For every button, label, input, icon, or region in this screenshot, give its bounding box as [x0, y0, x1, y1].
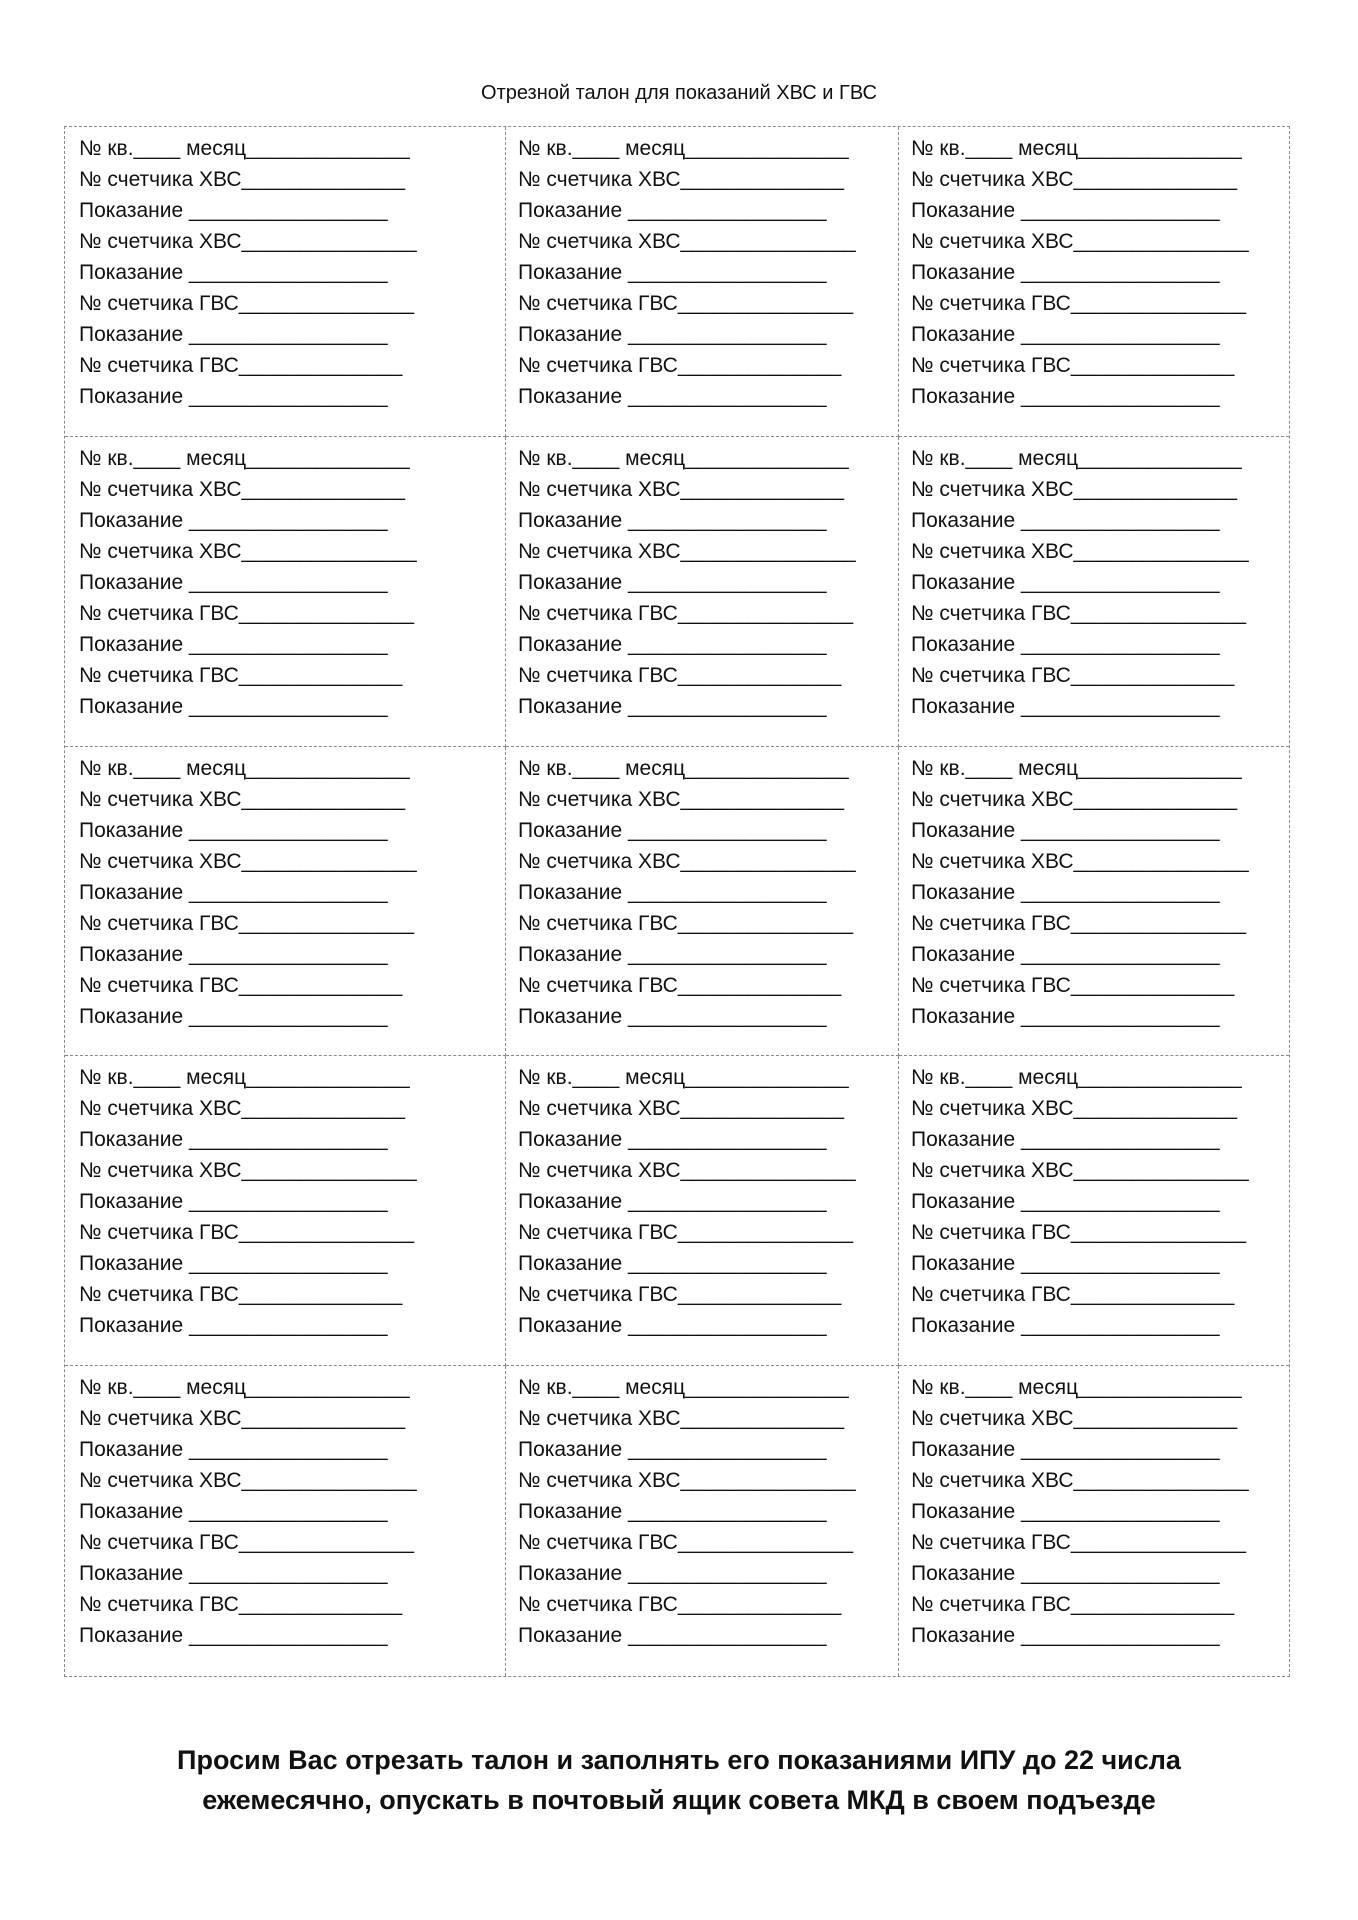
coupon-line: № счетчика ХВС_______________ [79, 1159, 417, 1183]
coupon-line: Показание _________________ [518, 694, 827, 718]
coupon-line: Показание _________________ [518, 508, 827, 532]
coupon [899, 127, 1289, 437]
coupon-line: № счетчика ГВС_______________ [518, 292, 854, 315]
coupon-line: № счетчика ХВС_______________ [79, 849, 417, 873]
coupon-line: № счетчика ХВС_______________ [911, 849, 1249, 873]
coupon-line: № счетчика ГВС______________ [911, 973, 1235, 997]
coupon-line: № кв.____ месяц______________ [79, 756, 410, 780]
coupon-line: № кв.____ месяц______________ [518, 756, 849, 780]
coupon-line: Показание _________________ [79, 1004, 388, 1028]
coupon-line: Показание _________________ [79, 1500, 388, 1524]
coupon-line: № кв.____ месяц______________ [911, 1376, 1242, 1400]
coupon-line: Показание _________________ [518, 323, 827, 346]
coupon-line: Показание _________________ [911, 880, 1220, 904]
coupon-line: № счетчика ГВС______________ [518, 973, 842, 997]
coupon-line: Показание _________________ [79, 1438, 388, 1462]
coupon-line: № кв.____ месяц______________ [518, 1376, 849, 1400]
coupon-line: № счетчика ГВС_______________ [911, 911, 1247, 935]
coupon-line: № счетчика ХВС_______________ [518, 539, 856, 563]
coupon-line: № счетчика ХВС______________ [518, 787, 844, 811]
coupon-line: № кв.____ месяц______________ [79, 446, 410, 470]
coupon-line: Показание _________________ [79, 570, 388, 594]
coupon-line: Показание _________________ [518, 1190, 827, 1214]
coupon-line: № кв.____ месяц______________ [518, 1066, 849, 1090]
coupon-line: № счетчика ГВС_______________ [911, 601, 1247, 625]
footer-line-2: ежемесячно, опускать в почтовый ящик совета МКД в своем подъезде [202, 1785, 1156, 1815]
coupon-line: № кв.____ месяц______________ [79, 137, 410, 160]
coupon-line: № счетчика ГВС______________ [911, 1593, 1235, 1617]
coupon [506, 127, 899, 437]
coupon-line: № кв.____ месяц______________ [911, 1066, 1242, 1090]
coupon-line: № счетчика ГВС______________ [518, 354, 842, 377]
coupon-line: Показание _________________ [79, 942, 388, 966]
coupon-line: Показание _________________ [911, 1252, 1220, 1276]
coupon [506, 747, 899, 1057]
coupon-line: № счетчика ГВС______________ [911, 1283, 1235, 1307]
coupon [899, 1366, 1289, 1676]
page-title: Отрезной талон для показаний ХВС и ГВС [481, 82, 877, 104]
coupon-line: Показание _________________ [79, 1624, 388, 1648]
coupon-line: Показание _________________ [911, 818, 1220, 842]
coupon-line: № счетчика ХВС_______________ [518, 1159, 856, 1183]
coupon-line: № счетчика ХВС______________ [518, 168, 844, 191]
coupon-line: № счетчика ХВС_______________ [911, 1159, 1249, 1183]
coupon-line: № кв.____ месяц______________ [518, 137, 849, 160]
coupon-line: Показание _________________ [911, 1438, 1220, 1462]
coupon-line: № кв.____ месяц______________ [911, 756, 1242, 780]
coupon-line: Показание _________________ [911, 1624, 1220, 1648]
coupon-line: № счетчика ХВС_______________ [518, 230, 856, 253]
coupon-line: Показание _________________ [79, 508, 388, 532]
footer-instructions [0, 1740, 1358, 1820]
coupon-line: № счетчика ХВС_______________ [518, 1469, 856, 1493]
coupon-line: № счетчика ХВС_______________ [911, 539, 1249, 563]
coupon-line: № счетчика ХВС______________ [911, 787, 1237, 811]
coupon-line: № счетчика ГВС_______________ [79, 1531, 415, 1555]
coupon-line: Показание _________________ [911, 1190, 1220, 1214]
coupon-line: № счетчика ХВС_______________ [911, 230, 1249, 253]
coupon [65, 1056, 506, 1366]
coupon-line: № счетчика ХВС______________ [911, 168, 1237, 191]
coupon-line: № счетчика ХВС_______________ [79, 1469, 417, 1493]
coupon [65, 1366, 506, 1676]
coupon-line: № счетчика ГВС_______________ [79, 911, 415, 935]
coupon [506, 1056, 899, 1366]
coupon-line: Показание _________________ [911, 1128, 1220, 1152]
coupon-line: № счетчика ХВС______________ [79, 477, 405, 501]
coupon-line: № счетчика ХВС_______________ [79, 539, 417, 563]
coupon-line: Показание _________________ [79, 261, 388, 284]
coupon-line: Показание _________________ [911, 1562, 1220, 1586]
coupon-line: Показание _________________ [518, 1004, 827, 1028]
footer-line-1: Просим Вас отрезать талон и заполнять его показаниями ИПУ до 22 числа [177, 1745, 1181, 1775]
coupon-line: № кв.____ месяц______________ [79, 1376, 410, 1400]
coupon-line: № кв.____ месяц______________ [911, 446, 1242, 470]
coupon-line: № счетчика ГВС_______________ [518, 601, 854, 625]
coupon-line: № счетчика ХВС______________ [518, 1407, 844, 1431]
coupon-line: Показание _________________ [79, 323, 388, 346]
coupon-line: Показание _________________ [911, 508, 1220, 532]
coupon-line: № счетчика ГВС______________ [79, 1593, 403, 1617]
coupon-line: Показание _________________ [518, 1438, 827, 1462]
coupon-line: Показание _________________ [518, 385, 827, 408]
coupon [65, 127, 506, 437]
coupon-line: Показание _________________ [518, 570, 827, 594]
coupon-line: Показание _________________ [518, 1624, 827, 1648]
coupon-line: Показание _________________ [79, 1190, 388, 1214]
coupon-line: Показание _________________ [79, 199, 388, 222]
coupon-line: Показание _________________ [911, 385, 1220, 408]
coupon-line: № счетчика ГВС______________ [79, 1283, 403, 1307]
coupon-line: Показание _________________ [518, 261, 827, 284]
coupon-line: № счетчика ХВС______________ [911, 477, 1237, 501]
coupon-line: Показание _________________ [79, 818, 388, 842]
coupon-line: Показание _________________ [79, 1252, 388, 1276]
coupon-line: Показание _________________ [518, 632, 827, 656]
coupon-line: № счетчика ХВС______________ [79, 168, 405, 191]
coupon-line: Показание _________________ [518, 1128, 827, 1152]
coupon-line: № счетчика ГВС______________ [911, 354, 1235, 377]
coupon-line: Показание _________________ [79, 632, 388, 656]
coupon-line: № счетчика ГВС______________ [518, 663, 842, 687]
coupon-line: № счетчика ХВС_______________ [518, 849, 856, 873]
coupon-line: Показание _________________ [518, 1562, 827, 1586]
coupon-line: № счетчика ХВС______________ [79, 787, 405, 811]
coupon-line: Показание _________________ [518, 1314, 827, 1338]
coupon-line: № счетчика ХВС_______________ [79, 230, 417, 253]
coupon-line: № счетчика ГВС_______________ [911, 1221, 1247, 1245]
coupon-line: Показание _________________ [518, 880, 827, 904]
coupon-line: № счетчика ГВС______________ [79, 973, 403, 997]
coupon-line: № кв.____ месяц______________ [79, 1066, 410, 1090]
coupon-line: № счетчика ГВС_______________ [518, 1221, 854, 1245]
coupon [65, 437, 506, 747]
coupon-line: Показание _________________ [518, 942, 827, 966]
coupon-line: Показание _________________ [911, 942, 1220, 966]
coupon-line: Показание _________________ [911, 632, 1220, 656]
coupon-line: № кв.____ месяц______________ [518, 446, 849, 470]
coupon-line: Показание _________________ [911, 199, 1220, 222]
coupon [506, 1366, 899, 1676]
coupon [899, 1056, 1289, 1366]
coupon-line: № счетчика ГВС______________ [518, 1593, 842, 1617]
coupon [899, 437, 1289, 747]
coupon-line: Показание _________________ [518, 199, 827, 222]
coupon-line: Показание _________________ [518, 1252, 827, 1276]
coupon-line: № счетчика ХВС______________ [79, 1407, 405, 1431]
coupon-line: Показание _________________ [79, 1562, 388, 1586]
coupon-line: Показание _________________ [911, 1500, 1220, 1524]
coupon-line: № счетчика ГВС_______________ [518, 1531, 854, 1555]
coupon-line: Показание _________________ [911, 1004, 1220, 1028]
coupon-line: Показание _________________ [79, 694, 388, 718]
coupon-line: № счетчика ХВС______________ [911, 1097, 1237, 1121]
coupon-line: Показание _________________ [911, 694, 1220, 718]
coupon-line: Показание _________________ [518, 818, 827, 842]
coupon-line: Показание _________________ [79, 1314, 388, 1338]
coupon-line: № счетчика ГВС_______________ [79, 601, 415, 625]
coupon-line: Показание _________________ [79, 385, 388, 408]
coupon-line: № счетчика ХВС______________ [518, 477, 844, 501]
coupon [65, 747, 506, 1057]
coupon-line: Показание _________________ [911, 323, 1220, 346]
coupon-line: № счетчика ГВС______________ [79, 354, 403, 377]
coupon-line: № счетчика ХВС______________ [518, 1097, 844, 1121]
coupon-line: № счетчика ГВС_______________ [911, 1531, 1247, 1555]
coupon-line: № счетчика ГВС_______________ [911, 292, 1247, 315]
coupon-line: Показание _________________ [518, 1500, 827, 1524]
coupon-line: № счетчика ГВС_______________ [518, 911, 854, 935]
coupon-line: Показание _________________ [911, 570, 1220, 594]
coupon-line: № счетчика ХВС______________ [911, 1407, 1237, 1431]
coupon-line: Показание _________________ [79, 880, 388, 904]
coupon-line: № счетчика ХВС______________ [79, 1097, 405, 1121]
coupon-line: № счетчика ГВС______________ [911, 663, 1235, 687]
coupon [899, 747, 1289, 1057]
coupon-grid [64, 126, 1290, 1677]
coupon-line: № счетчика ХВС_______________ [911, 1469, 1249, 1493]
coupon-line: № счетчика ГВС_______________ [79, 292, 415, 315]
coupon-line: № кв.____ месяц______________ [911, 137, 1242, 160]
coupon-line: № счетчика ГВС______________ [518, 1283, 842, 1307]
coupon-line: Показание _________________ [911, 1314, 1220, 1338]
coupon-line: Показание _________________ [911, 261, 1220, 284]
coupon-line: № счетчика ГВС_______________ [79, 1221, 415, 1245]
coupon-line: № счетчика ГВС______________ [79, 663, 403, 687]
coupon-line: Показание _________________ [79, 1128, 388, 1152]
coupon [506, 437, 899, 747]
